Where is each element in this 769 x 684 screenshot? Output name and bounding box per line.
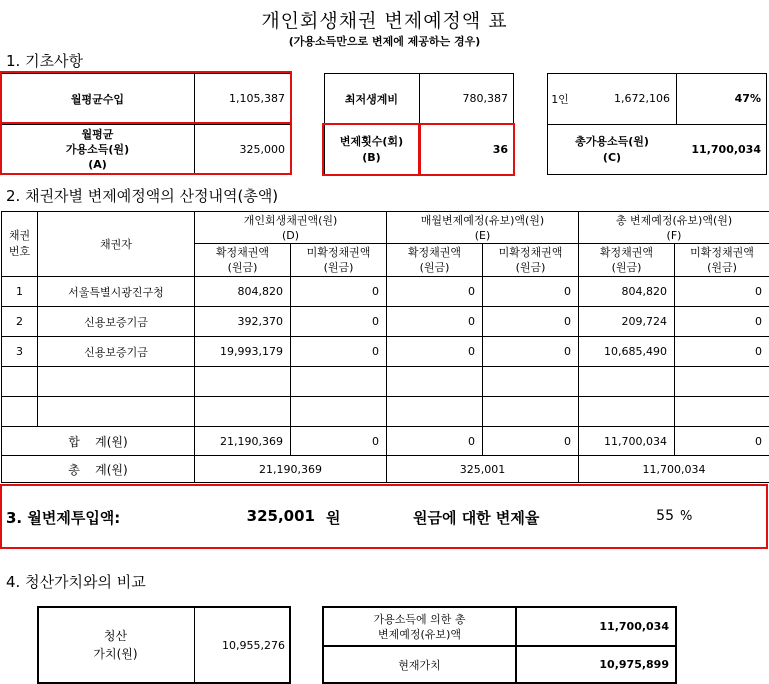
disposable-label-line2: 가용소득(원) bbox=[65, 143, 130, 156]
header-confirmed-d bbox=[195, 244, 291, 277]
section2-heading: 2. 채권자별 변제예정액의 산정내역(총액) bbox=[6, 187, 279, 205]
repayment-rate-unit: % bbox=[680, 509, 693, 524]
unconfirmed-line1: 미확정채권액 bbox=[690, 246, 754, 259]
table-row-empty bbox=[2, 397, 769, 427]
empty-cell[interactable] bbox=[2, 367, 38, 397]
total-f[interactable]: 11,700,034 bbox=[579, 456, 769, 483]
row-d-confirmed[interactable]: 19,993,179 bbox=[195, 337, 291, 367]
empty-cell[interactable] bbox=[483, 367, 579, 397]
unconfirmed-line2: (원금) bbox=[707, 261, 737, 274]
row-f-confirmed[interactable]: 804,820 bbox=[579, 277, 675, 307]
household-label: 1인 bbox=[551, 92, 569, 106]
empty-cell[interactable] bbox=[2, 397, 38, 427]
row-e-unconfirmed[interactable]: 0 bbox=[483, 337, 579, 367]
disposable-income-value[interactable]: 325,000 bbox=[239, 143, 285, 156]
subtotal-f-unconfirmed[interactable]: 0 bbox=[675, 427, 769, 456]
present-value-value[interactable]: 10,975,899 bbox=[599, 658, 669, 671]
empty-cell[interactable] bbox=[483, 397, 579, 427]
total-disposable-label bbox=[547, 124, 677, 175]
min-living-cost-label: 최저생계비 bbox=[344, 92, 399, 106]
highlight-repay-count-value bbox=[419, 123, 515, 176]
confirmed-line1: 확정채권액 bbox=[599, 246, 654, 259]
header-group-f-line2: (F) bbox=[666, 228, 682, 242]
header-creditor-no: 채권 번호 bbox=[2, 212, 38, 277]
header-group-e bbox=[387, 212, 579, 244]
section3-heading: 3. 월변제투입액: bbox=[6, 509, 121, 527]
table-row bbox=[2, 307, 769, 337]
repayment-count-label-line2: (B) bbox=[362, 150, 381, 164]
repayment-count-value[interactable]: 36 bbox=[492, 143, 508, 156]
subtotal-e-confirmed[interactable]: 0 bbox=[387, 427, 483, 456]
row-f-unconfirmed[interactable]: 0 bbox=[675, 337, 769, 367]
header-confirmed-f bbox=[579, 244, 675, 277]
subtotal-f-confirmed[interactable]: 11,700,034 bbox=[579, 427, 675, 456]
total-repayment-label-line1: 가용소득에 의한 총 bbox=[373, 612, 466, 626]
page-subtitle: (가용소득만으로 변제에 제공하는 경우) bbox=[288, 35, 481, 48]
header-group-e-line2: (E) bbox=[474, 228, 491, 242]
present-value-label: 현재가치 bbox=[398, 658, 441, 672]
total-label: 총 계(원) bbox=[2, 456, 195, 483]
liquidation-value[interactable]: 10,955,276 bbox=[222, 638, 285, 652]
confirmed-line1: 확정채권액 bbox=[215, 246, 270, 259]
unconfirmed-line1: 미확정채권액 bbox=[306, 246, 371, 259]
header-creditor: 채권자 bbox=[38, 212, 195, 277]
header-unconfirmed-d bbox=[291, 244, 387, 277]
empty-cell[interactable] bbox=[675, 367, 769, 397]
row-d-unconfirmed[interactable]: 0 bbox=[291, 307, 387, 337]
total-e[interactable]: 325,001 bbox=[387, 456, 579, 483]
monthly-repayment-amount[interactable]: 325,001 bbox=[246, 507, 315, 525]
subtotal-label: 합 계(원) bbox=[2, 427, 195, 456]
total-repayment-label-line2: 변제예정(유보)액 bbox=[378, 627, 461, 641]
liquidation-value-label bbox=[37, 606, 194, 684]
creditor-table bbox=[1, 211, 769, 483]
row-e-confirmed[interactable]: 0 bbox=[387, 307, 483, 337]
empty-cell[interactable] bbox=[195, 367, 291, 397]
row-no[interactable]: 1 bbox=[2, 277, 38, 307]
table-row bbox=[2, 277, 769, 307]
header-group-d bbox=[195, 212, 387, 244]
header-unconfirmed-f bbox=[675, 244, 769, 277]
min-living-cost-value[interactable]: 780,387 bbox=[462, 92, 508, 105]
header-group-e-line1: 매월변제예정(유보)액(원) bbox=[420, 213, 545, 227]
repayment-rate-value[interactable]: 55 bbox=[656, 508, 674, 524]
row-d-unconfirmed[interactable]: 0 bbox=[291, 337, 387, 367]
monthly-income-value[interactable]: 1,105,387 bbox=[229, 92, 285, 105]
monthly-repayment-unit: 원 bbox=[326, 509, 341, 527]
empty-cell[interactable] bbox=[675, 397, 769, 427]
empty-cell[interactable] bbox=[387, 367, 483, 397]
table-row bbox=[2, 337, 769, 367]
unconfirmed-line1: 미확정채권액 bbox=[498, 246, 563, 259]
row-no[interactable]: 2 bbox=[2, 307, 38, 337]
subtotal-e-unconfirmed[interactable]: 0 bbox=[483, 427, 579, 456]
row-e-confirmed[interactable]: 0 bbox=[387, 337, 483, 367]
total-d[interactable]: 21,190,369 bbox=[195, 456, 387, 483]
row-d-confirmed[interactable]: 804,820 bbox=[195, 277, 291, 307]
header-group-f bbox=[579, 212, 769, 244]
liquidation-label-line1: 청산 bbox=[103, 629, 128, 643]
repayment-count-label-line1: 변제횟수(회) bbox=[339, 134, 404, 148]
subtotal-d-confirmed[interactable]: 21,190,369 bbox=[195, 427, 291, 456]
row-e-unconfirmed[interactable]: 0 bbox=[483, 277, 579, 307]
row-creditor[interactable]: 신용보증기금 bbox=[38, 337, 195, 367]
row-e-unconfirmed[interactable]: 0 bbox=[483, 307, 579, 337]
disposable-label-line3: (A) bbox=[88, 158, 107, 171]
confirmed-line1: 확정채권액 bbox=[407, 246, 462, 259]
unconfirmed-line2: (원금) bbox=[515, 261, 546, 274]
empty-cell[interactable] bbox=[291, 397, 387, 427]
household-percent[interactable]: 47% bbox=[734, 92, 761, 105]
table-row-empty bbox=[2, 367, 769, 397]
section4-heading: 4. 청산가치와의 비교 bbox=[6, 573, 146, 591]
total-disposable-label-line1: 총가용소득(원) bbox=[575, 134, 649, 148]
empty-cell[interactable] bbox=[195, 397, 291, 427]
empty-cell[interactable] bbox=[579, 397, 675, 427]
monthly-income-label: 월평균수입 bbox=[70, 92, 125, 106]
empty-cell[interactable] bbox=[38, 367, 195, 397]
row-creditor[interactable]: 신용보증기금 bbox=[38, 307, 195, 337]
highlight-repay-count-label bbox=[322, 123, 420, 176]
row-f-unconfirmed[interactable]: 0 bbox=[675, 307, 769, 337]
disposable-label-line1: 월평균 bbox=[81, 128, 114, 141]
total-repayment-label bbox=[324, 608, 515, 645]
empty-cell[interactable] bbox=[291, 367, 387, 397]
header-group-d-line2: (D) bbox=[281, 228, 300, 242]
subtotal-d-unconfirmed[interactable]: 0 bbox=[291, 427, 387, 456]
empty-cell[interactable] bbox=[38, 397, 195, 427]
highlight-divider bbox=[0, 122, 292, 124]
row-f-confirmed[interactable]: 209,724 bbox=[579, 307, 675, 337]
total-disposable-label-line2: (C) bbox=[602, 150, 622, 164]
total-disposable-value[interactable]: 11,700,034 bbox=[691, 143, 761, 156]
row-no[interactable]: 3 bbox=[2, 337, 38, 367]
row-f-confirmed[interactable]: 10,685,490 bbox=[579, 337, 675, 367]
header-confirmed-e bbox=[387, 244, 483, 277]
empty-cell[interactable] bbox=[387, 397, 483, 427]
row-d-confirmed[interactable]: 392,370 bbox=[195, 307, 291, 337]
confirmed-line2: (원금) bbox=[419, 261, 450, 274]
total-repayment-value[interactable]: 11,700,034 bbox=[599, 620, 669, 633]
subtotal-row bbox=[2, 427, 769, 456]
row-creditor[interactable]: 서울특별시광진구청 bbox=[38, 277, 195, 307]
unconfirmed-line2: (원금) bbox=[323, 261, 354, 274]
liquidation-label-line2: 가치(원) bbox=[93, 647, 138, 661]
household-value[interactable]: 1,672,106 bbox=[614, 92, 670, 105]
header-group-d-line1: 개인회생채권액(원) bbox=[243, 213, 338, 227]
empty-cell[interactable] bbox=[579, 367, 675, 397]
row-d-unconfirmed[interactable]: 0 bbox=[291, 277, 387, 307]
total-row bbox=[2, 456, 769, 483]
row-f-unconfirmed[interactable]: 0 bbox=[675, 277, 769, 307]
row-e-confirmed[interactable]: 0 bbox=[387, 277, 483, 307]
page-title: 개인회생채권 변제예정액 표 bbox=[261, 10, 508, 32]
header-unconfirmed-e bbox=[483, 244, 579, 277]
confirmed-line2: (원금) bbox=[611, 261, 642, 274]
header-group-f-line1: 총 변제예정(유보)액(원) bbox=[615, 213, 733, 227]
section1-heading: 1. 기초사항 bbox=[6, 52, 84, 70]
confirmed-line2: (원금) bbox=[227, 261, 258, 274]
repayment-rate-label: 원금에 대한 변제율 bbox=[413, 509, 540, 527]
